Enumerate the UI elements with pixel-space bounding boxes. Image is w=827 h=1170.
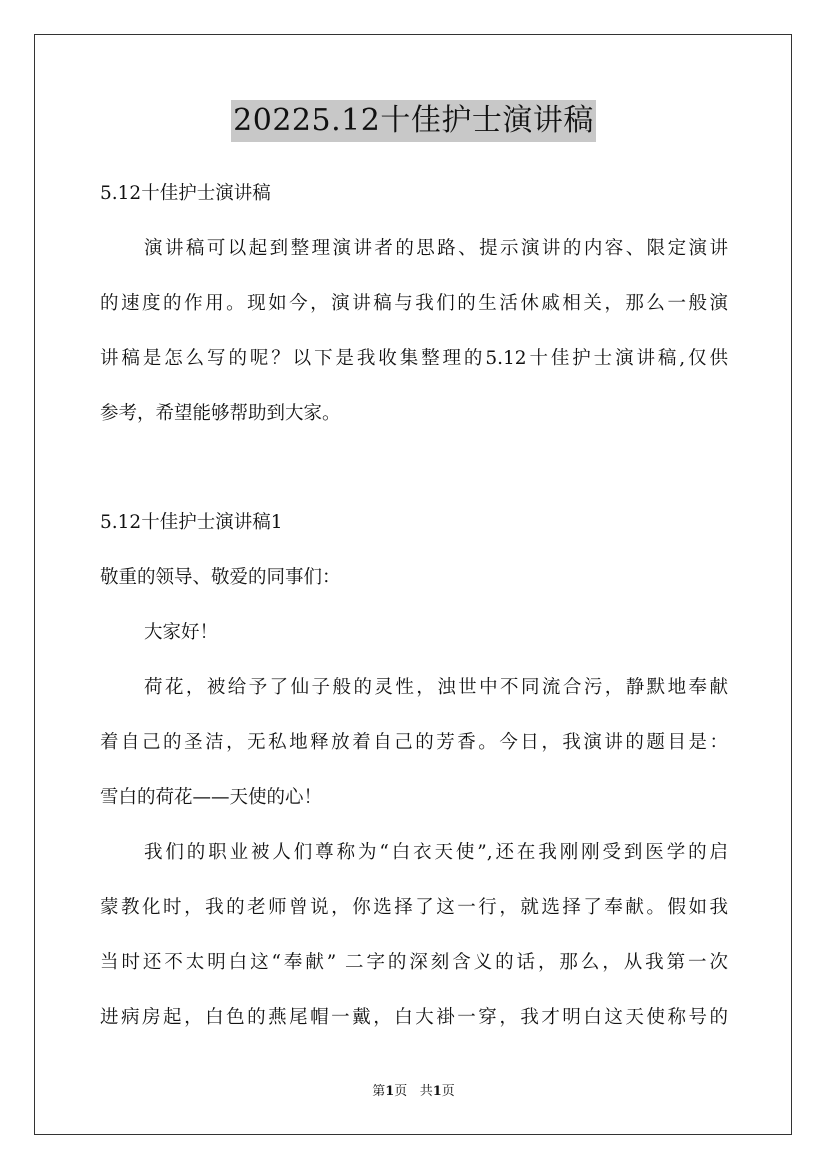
total-prefix: 共 <box>419 1084 433 1099</box>
paragraph-line: 参考，希望能够帮助到大家。 <box>100 403 341 424</box>
section-heading: 5.12十佳护士演讲稿 <box>100 183 271 204</box>
paragraph-line: 演讲稿可以起到整理演讲者的思路、提示演讲的内容、限定演讲 <box>144 238 728 259</box>
paragraph-line: 我们的职业被人们尊称为“白衣天使”,还在我刚刚受到医学的启 <box>144 842 728 863</box>
paragraph-line: 的速度的作用。现如今，演讲稿与我们的生活休戚相关，那么一般演 <box>100 293 728 314</box>
title-container <box>0 100 827 142</box>
paragraph-line: 荷花，被给予了仙子般的灵性，浊世中不同流合污，静默地奉献 <box>144 677 728 698</box>
page-prefix: 第 <box>372 1084 386 1099</box>
page-footer <box>0 1083 827 1101</box>
paragraph-line: 进病房起，白色的燕尾帽一戴，白大褂一穿，我才明白这天使称号的 <box>100 1007 728 1028</box>
total-suffix: 页 <box>441 1084 455 1099</box>
greeting: 大家好！ <box>144 622 219 643</box>
salutation: 敬重的领导、敬爱的同事们： <box>100 567 341 588</box>
paragraph-line: 当时还不太明白这“奉献” 二字的深刻含义的话，那么，从我第一次 <box>100 952 728 973</box>
document-title: 20225.12十佳护士演讲稿 <box>231 100 596 142</box>
total-pages: 1 <box>432 1084 442 1099</box>
page-number: 1 <box>385 1084 395 1099</box>
paragraph-line: 雪白的荷花——天使的心！ <box>100 787 323 808</box>
paragraph-line: 讲稿是怎么写的呢？以下是我收集整理的5.12十佳护士演讲稿,仅供 <box>100 348 728 369</box>
section-heading: 5.12十佳护士演讲稿1 <box>100 512 283 533</box>
paragraph-gap <box>100 450 728 504</box>
paragraph-line: 着自己的圣洁，无私地释放着自己的芳香。今日，我演讲的题目是： <box>100 732 728 753</box>
paragraph-line: 蒙教化时，我的老师曾说，你选择了这一行，就选择了奉献。假如我 <box>100 897 728 918</box>
document-body <box>100 175 728 1054</box>
page-suffix: 页 <box>394 1084 408 1099</box>
